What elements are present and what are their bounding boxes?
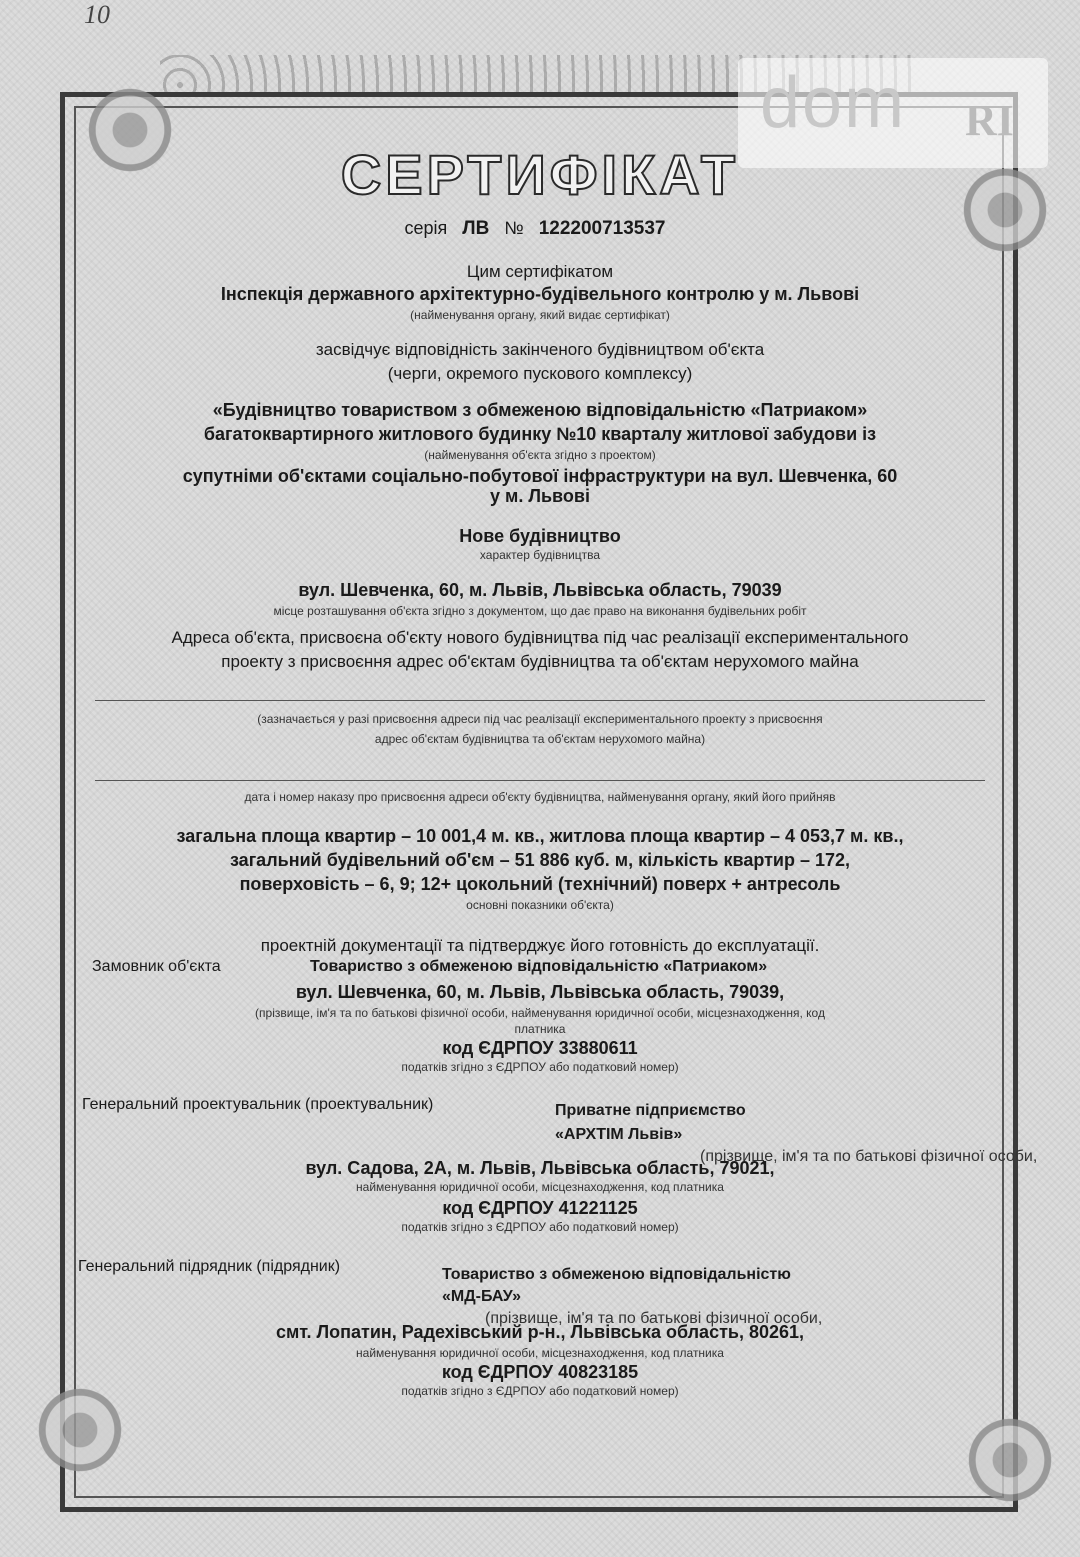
- construction-type: Нове будівництво: [459, 526, 621, 546]
- address-text-line1: Адреса об'єкта, присвоєна об'єкту нового будівництва під час реалізації експериментального: [171, 628, 909, 647]
- indicators-line3: поверховість – 6, 9; 12+ цокольний (технічний) поверх + антресоль: [239, 874, 841, 894]
- customer-label: Замовник об'єкта: [92, 958, 221, 975]
- series-label: серія: [404, 218, 448, 238]
- document-title: СЕРТИФІКАТ: [340, 143, 740, 206]
- designer-name2: «АРХТІМ Львів»: [555, 1126, 683, 1143]
- contractor-name1: Товариство з обмеженою відповідальністю: [442, 1266, 791, 1283]
- contractor-note1: найменування юридичної особи, місцезнаходження, код платника: [356, 1346, 724, 1360]
- watermark-logo-dom: dom: [760, 63, 907, 143]
- contractor-note0: (прізвище, ім'я та по батькові фізичної особи,: [485, 1310, 823, 1327]
- object-name-note: (найменування об'єкта згідно з проектом): [424, 448, 656, 462]
- contractor-code-note: податків згідно з ЄДРПОУ або податковий номер): [401, 1384, 679, 1398]
- watermark-logo-ria: RI: [965, 96, 1014, 145]
- construction-type-note: характер будівництва: [479, 548, 601, 562]
- customer-code: код ЄДРПОУ 33880611: [442, 1038, 638, 1058]
- blank-line: [95, 700, 985, 701]
- certifies-text: засвідчує відповідність закінченого будівництвом об'єкта: [315, 340, 765, 359]
- designer-code: код ЄДРПОУ 41221125: [442, 1198, 638, 1218]
- certifies-note: (черги, окремого пускового комплексу): [387, 364, 693, 383]
- designer-label: Генеральний проектувальник (проектувальник): [82, 1096, 434, 1113]
- intro-text: Цим сертифікатом: [466, 262, 614, 281]
- address-note-line2: адрес об'єктам будівництва та об'єктам нерухомого майна): [374, 732, 706, 746]
- project-doc-text: проектній документації та підтверджує його готовність до експлуатації.: [260, 936, 820, 955]
- address-note-line1: (зазначається у разі присвоєння адреси під час реалізації експериментального проекту з присвоєння: [257, 712, 823, 726]
- issuer-name: Інспекція державного архітектурно-будівельного контролю у м. Львові: [220, 284, 860, 304]
- contractor-name2: «МД-БАУ»: [442, 1288, 522, 1305]
- customer-code-note: податків згідно з ЄДРПОУ або податковий номер): [401, 1060, 679, 1074]
- corner-ornament-icon: [950, 1400, 1070, 1520]
- customer-address: вул. Шевченка, 60, м. Львів, Львівська область, 79039,: [295, 982, 785, 1002]
- object-name-line2: багатоквартирного житлового будинку №10 кварталу житлової забудови із: [203, 424, 877, 444]
- designer-address: вул. Садова, 2А, м. Львів, Львівська область, 79021,: [305, 1158, 775, 1178]
- designer-code-note: податків згідно з ЄДРПОУ або податковий номер): [401, 1220, 679, 1234]
- contractor-code: код ЄДРПОУ 40823185: [441, 1362, 639, 1382]
- certificate-number: 122200713537: [538, 218, 666, 239]
- handwritten-page-number: 10: [84, 0, 110, 29]
- customer-name: Товариство з обмеженою відповідальністю «Патриаком»: [310, 958, 768, 975]
- object-location: вул. Шевченка, 60, м. Львів, Львівська область, 79039: [298, 580, 782, 600]
- object-location-note: місце розташування об'єкта згідно з документом, що дає право на виконання будівельних робіт: [273, 604, 807, 618]
- series-value: ЛВ: [462, 218, 490, 239]
- designer-note0: (прізвище, ім'я та по батькові фізичної особи,: [700, 1148, 1038, 1165]
- customer-note1: (прізвище, ім'я та по батькові фізичної особи, найменування юридичної особи, місцезнаходження, код: [255, 1006, 825, 1020]
- indicators-note: основні показники об'єкта): [466, 898, 614, 912]
- series-line: [0, 218, 1080, 240]
- designer-name1: Приватне підприємство: [555, 1102, 746, 1119]
- contractor-label: Генеральний підрядник (підрядник): [78, 1258, 341, 1275]
- object-name-line3: супутніми об'єктами соціально-побутової інфраструктури на вул. Шевченка, 60: [182, 466, 898, 486]
- customer-note2: платника: [514, 1022, 566, 1036]
- order-note: дата і номер наказу про присвоєння адреси об'єкту будівництва, найменування органу, який його прийняв: [244, 790, 836, 804]
- object-name-line1: «Будівництво товариством з обмеженою відповідальністю «Патриаком»: [212, 400, 868, 420]
- blank-line: [95, 780, 985, 781]
- object-name-line4: у м. Львові: [490, 486, 590, 506]
- address-text-line2: проекту з присвоєння адрес об'єктам будівництва та об'єктам нерухомого майна: [221, 652, 859, 671]
- number-label: №: [504, 218, 524, 238]
- indicators-line2: загальний будівельний об'єм – 51 886 куб. м, кількість квартир – 172,: [229, 850, 851, 870]
- issuer-note: (найменування органу, який видає сертифікат): [410, 308, 670, 322]
- contractor-address: смт. Лопатин, Радехівський р-н., Львівська область, 80261,: [275, 1322, 805, 1342]
- designer-note1: найменування юридичної особи, місцезнаходження, код платника: [356, 1180, 724, 1194]
- indicators-line1: загальна площа квартир – 10 001,4 м. кв., житлова площа квартир – 4 053,7 м. кв.,: [176, 826, 904, 846]
